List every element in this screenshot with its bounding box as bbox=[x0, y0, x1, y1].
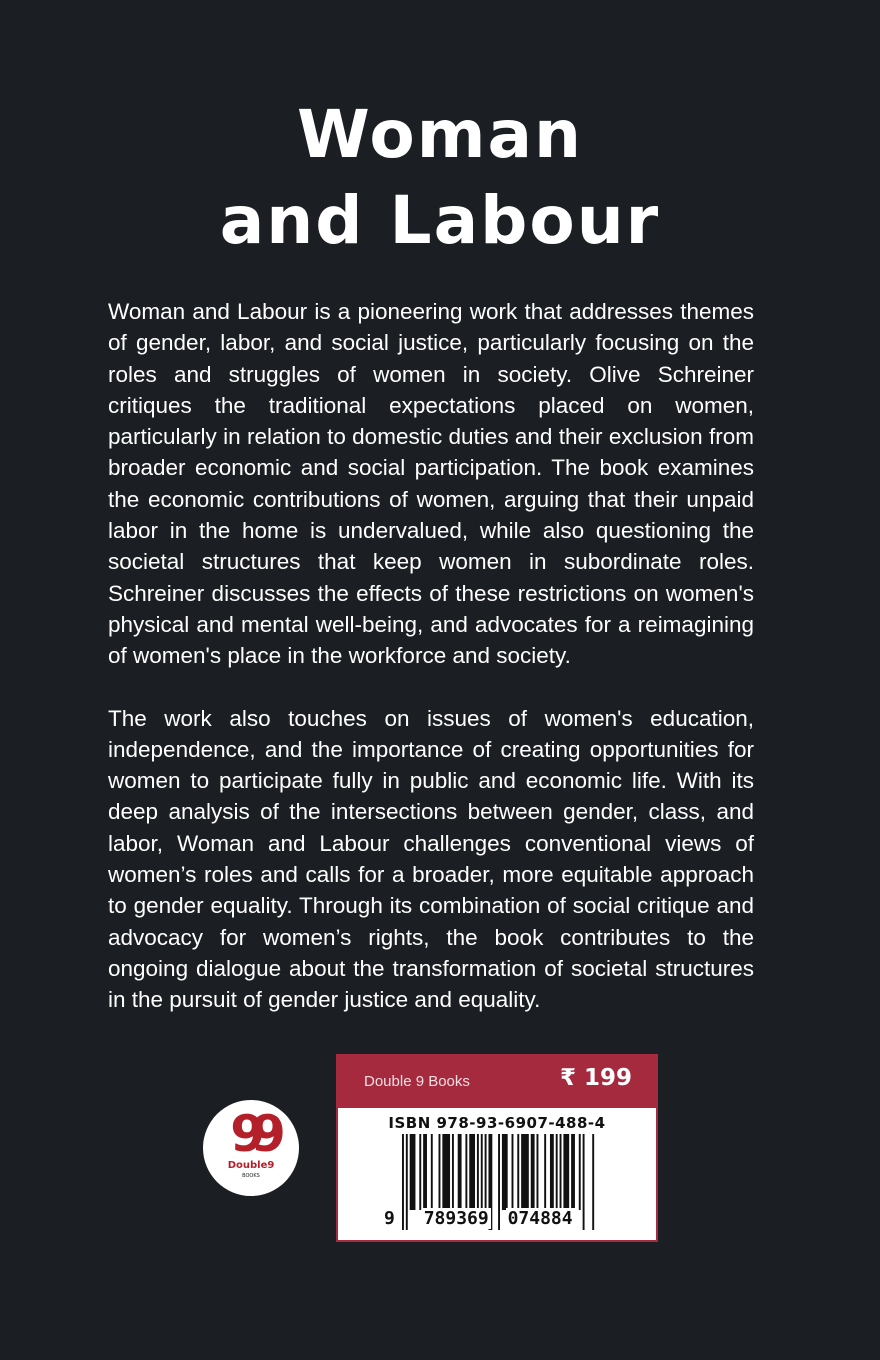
barcode-bar bbox=[465, 1134, 467, 1210]
price: ₹ 199 bbox=[559, 1065, 632, 1091]
book-blurb bbox=[108, 296, 754, 1047]
ean-digits bbox=[382, 1208, 575, 1229]
publisher-logo bbox=[203, 1100, 299, 1196]
isbn-text: ISBN 978-93-6907-488-4 bbox=[388, 1114, 606, 1132]
barcode-bar bbox=[469, 1134, 475, 1210]
barcode-bar bbox=[521, 1134, 529, 1210]
barcode-bar bbox=[571, 1134, 575, 1210]
barcode-bar bbox=[481, 1134, 483, 1210]
barcode-bar bbox=[517, 1134, 519, 1210]
barcode-bar bbox=[477, 1134, 479, 1210]
barcode-bar bbox=[419, 1134, 421, 1210]
barcode-bar bbox=[485, 1134, 487, 1210]
barcode-bar bbox=[431, 1134, 433, 1210]
barcode-bar bbox=[458, 1134, 462, 1210]
ean-left: 789369 bbox=[423, 1208, 489, 1229]
barcode-bar bbox=[563, 1134, 569, 1210]
logo-brand: Double9 bbox=[227, 1160, 275, 1171]
label-header bbox=[338, 1056, 656, 1108]
blurb-paragraph: The work also touches on issues of women's education, independence, and the importance of creating opportunities for women to participate fully in public and economic life. With its deep analysis of the intersections between gender, class, and labor, Woman and Labour challenges conventional views of women’s roles and calls for a broader, more equitable approach to gender equality. Through its combination of social critique and advocacy for women’s rights, the book contributes to the ongoing dialogue about the transformation of societal structures in the pursuit of gender justice and equality. bbox=[108, 705, 754, 1013]
barcode-bar bbox=[550, 1134, 554, 1210]
barcode-bar bbox=[531, 1134, 535, 1210]
blurb-paragraph: Woman and Labour is a pioneering work that addresses themes of gender, labor, and social justice, particularly focusing on the roles and struggles of women in society. Olive Schreiner critiques the traditional expectations placed on women, particularly in relation to domestic duties and their exclusion from broader economic and social participation. The book examines the economic contributions of women, arguing that their unpaid labor in the home is undervalued, while also questioning the societal structures that keep women in subordinate roles. Schreiner discusses the effects of these restrictions on women's physical and mental well-being, and advocates for a reimagining of women's place in the workforce and society. bbox=[108, 299, 754, 669]
barcode-bar bbox=[423, 1134, 427, 1210]
book-title bbox=[0, 92, 880, 264]
title-line-1: Woman bbox=[296, 96, 584, 173]
price-barcode-label bbox=[336, 1054, 658, 1242]
barcode-bar bbox=[537, 1134, 539, 1210]
barcode-bar bbox=[410, 1134, 416, 1210]
barcode-bar bbox=[583, 1134, 585, 1230]
barcode-bar bbox=[560, 1134, 562, 1210]
barcode-bar bbox=[579, 1134, 581, 1210]
barcode-bar bbox=[544, 1134, 546, 1210]
barcode-bar bbox=[502, 1134, 508, 1210]
barcode-bar bbox=[556, 1134, 558, 1210]
barcode-bar bbox=[439, 1134, 441, 1210]
barcode-bar bbox=[452, 1134, 454, 1210]
logo-nines: 99 bbox=[230, 1105, 272, 1163]
logo-sub: BOOKS bbox=[242, 1173, 260, 1179]
publisher-name: Double 9 Books bbox=[364, 1073, 470, 1090]
ean-first: 9 bbox=[384, 1208, 395, 1229]
title-line-2: and Labour bbox=[219, 182, 661, 259]
barcode-bar bbox=[512, 1134, 514, 1210]
ean-right: 074884 bbox=[507, 1208, 573, 1229]
barcode-bar bbox=[442, 1134, 450, 1210]
barcode-bar bbox=[592, 1134, 594, 1230]
